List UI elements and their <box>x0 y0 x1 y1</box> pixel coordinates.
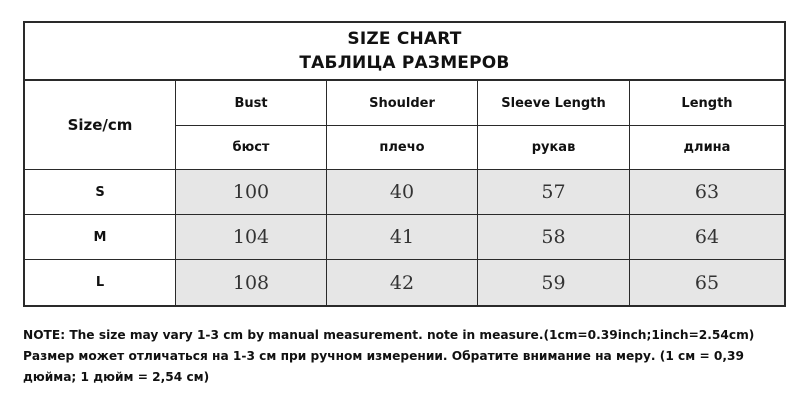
header-sleeve-en: Sleeve Length <box>478 81 630 126</box>
value-s-length: 63 <box>630 170 784 215</box>
note-line-en: NOTE: The size may vary 1-3 cm by manual measurement. note in measure.(1cm=0.39inch;1inch=2.54cm) <box>23 328 755 342</box>
value-l-length: 65 <box>630 260 784 305</box>
chart-title-block <box>25 23 784 81</box>
header-shoulder-en: Shoulder <box>327 81 478 126</box>
note-line-ru-2: дюйма; 1 дюйм = 2,54 см) <box>23 370 210 384</box>
value-m-shoulder: 41 <box>327 215 478 260</box>
value-m-sleeve: 58 <box>478 215 630 260</box>
chart-title-en: SIZE CHART <box>347 29 462 49</box>
size-cm-header: Size/cm <box>25 81 176 170</box>
size-chart-table <box>23 21 786 307</box>
note-line-ru-1: Размер может отличаться на 1-3 см при ручном измерении. Обратите внимание на меру. (1 см = 0,39 <box>23 349 745 363</box>
value-s-bust: 100 <box>176 170 327 215</box>
size-grid <box>25 81 784 305</box>
value-s-sleeve: 57 <box>478 170 630 215</box>
size-label-m: M <box>25 215 176 260</box>
header-shoulder-ru: плечо <box>327 126 478 170</box>
value-l-sleeve: 59 <box>478 260 630 305</box>
header-length-en: Length <box>630 81 784 126</box>
header-bust-ru: бюст <box>176 126 327 170</box>
header-bust-en: Bust <box>176 81 327 126</box>
value-l-shoulder: 42 <box>327 260 478 305</box>
chart-title-ru: ТАБЛИЦА РАЗМЕРОВ <box>299 53 510 73</box>
header-sleeve-ru: рукав <box>478 126 630 170</box>
size-label-s: S <box>25 170 176 215</box>
size-label-l: L <box>25 260 176 305</box>
value-m-bust: 104 <box>176 215 327 260</box>
measurement-note <box>23 325 788 388</box>
header-length-ru: длина <box>630 126 784 170</box>
value-m-length: 64 <box>630 215 784 260</box>
value-l-bust: 108 <box>176 260 327 305</box>
value-s-shoulder: 40 <box>327 170 478 215</box>
